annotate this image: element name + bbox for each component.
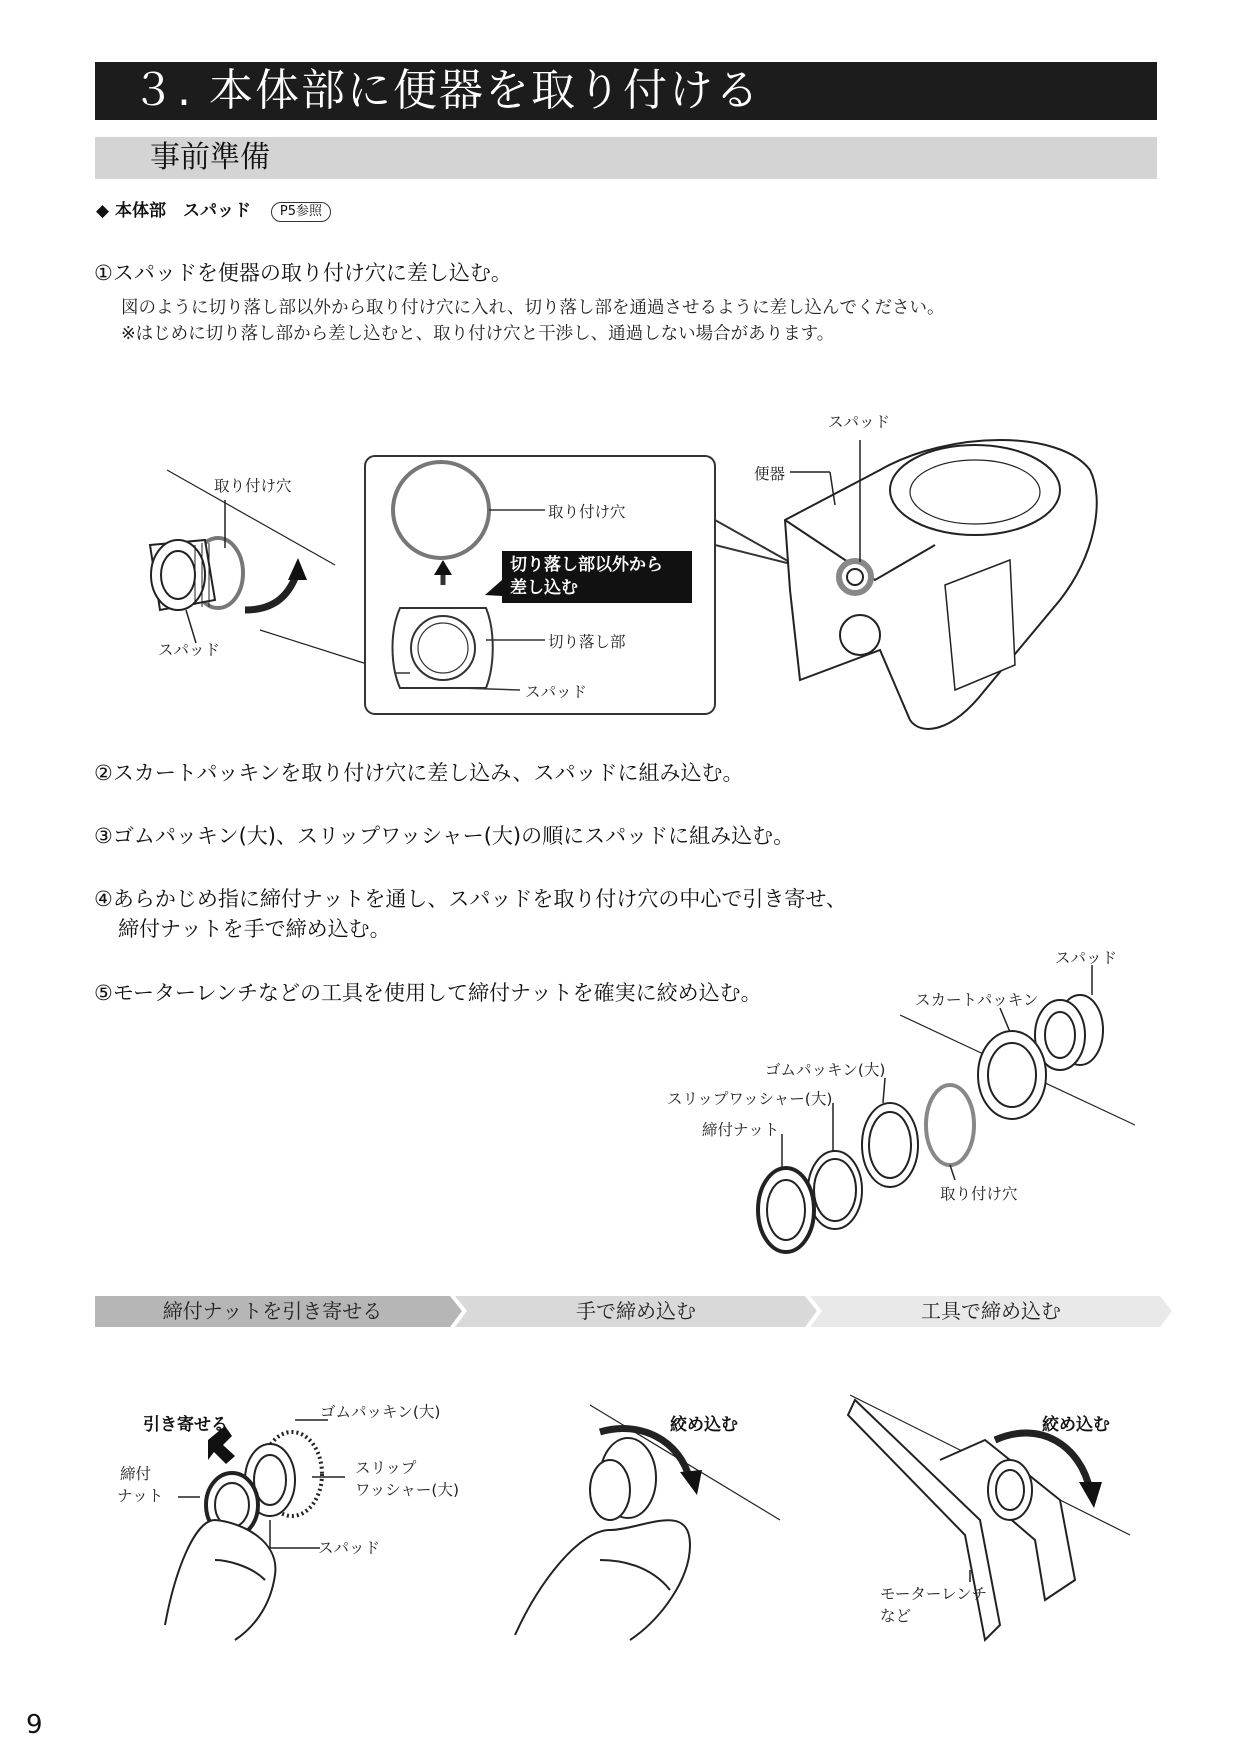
step-4-line-2: 締付ナットを手で締め込む。 [118, 917, 391, 941]
process-step-pull: 締付ナットを引き寄せる [162, 1299, 383, 1323]
label-pull: 引き寄せる [143, 1415, 228, 1435]
label-spud-left: スパッド [158, 641, 221, 659]
label-spud-top: スパッド [828, 413, 891, 431]
page-title: ３. 本体部に便器を取り付ける [95, 62, 1157, 120]
pull-nut-illustration [165, 1420, 345, 1640]
label-nut-line-2: ナット [117, 1487, 164, 1505]
label-skirt-packing: スカートパッキン [915, 991, 1039, 1009]
label-tighten-tool: 絞め込む [1042, 1415, 1110, 1435]
label-spud-3: スパッド [318, 1539, 381, 1557]
page-number: 9 [26, 1710, 43, 1740]
step-4-line-1: ④あらかじめ指に締付ナットを通し、スパッドを取り付け穴の中心で引き寄せ、 [94, 887, 847, 911]
callout-insert-instruction [502, 551, 692, 603]
label-hole-inset: 取り付け穴 [548, 503, 626, 521]
hand-tighten-illustration [515, 1405, 780, 1640]
label-hole-left: 取り付け穴 [214, 477, 292, 495]
label-cut-section: 切り落し部 [548, 633, 626, 651]
page-reference-badge: P5参照 [271, 202, 331, 222]
step-1: ①スパッドを便器の取り付け穴に差し込む。 [94, 261, 512, 285]
section-heading: 事前準備 [95, 137, 1157, 179]
process-step-hand: 手で締め込む [576, 1299, 696, 1323]
callout-line-2: 差し込む [510, 578, 578, 598]
label-nut-line-1: 締付 [120, 1465, 152, 1483]
step-5: ⑤モーターレンチなどの工具を使用して締付ナットを確実に絞め込む。 [94, 981, 762, 1005]
label-spud-inset: スパッド [525, 683, 588, 701]
step-1-note-1: 図のように切り落し部以外から取り付け穴に入れ、切り落し部を通過させるように差し込んでください。 [121, 298, 945, 318]
step-2: ②スカートパッキンを取り付け穴に差し込み、スパッドに組み込む。 [94, 761, 744, 785]
label-spud: スパッド [1055, 949, 1118, 967]
process-step-tool: 工具で締め込む [921, 1299, 1061, 1323]
toilet-illustration [785, 440, 1097, 729]
step-3: ③ゴムパッキン(大)、スリップワッシャー(大)の順にスパッドに組み込む。 [94, 824, 795, 848]
label-washer-line-2: ワッシャー(大) [355, 1481, 460, 1499]
label-tighten-hand: 絞め込む [670, 1415, 738, 1435]
callout-line-1: 切り落し部以外から [510, 555, 663, 575]
spud-hole-illustration [150, 470, 370, 665]
label-wrench-line-1: モーターレンチ [880, 1585, 988, 1603]
label-mounting-hole: 取り付け穴 [940, 1185, 1018, 1203]
bullet-icon: ◆ [96, 201, 110, 221]
label-wrench-line-2: など [880, 1607, 912, 1625]
step-1-note-2: ※はじめに切り落し部から差し込むと、取り付け穴と干渉し、通過しない場合があります。 [121, 324, 835, 344]
label-washer-line-1: スリップ [355, 1459, 417, 1477]
label-rubber-packing: ゴムパッキン(大) [765, 1061, 886, 1079]
label-rubber-packing-3: ゴムパッキン(大) [320, 1403, 441, 1421]
label-tightening-nut: 締付ナット [702, 1121, 780, 1139]
parts-items: 本体部 スパッド [115, 201, 251, 221]
label-slip-washer: スリップワッシャー(大) [667, 1090, 833, 1108]
label-toilet: 便器 [754, 465, 786, 483]
